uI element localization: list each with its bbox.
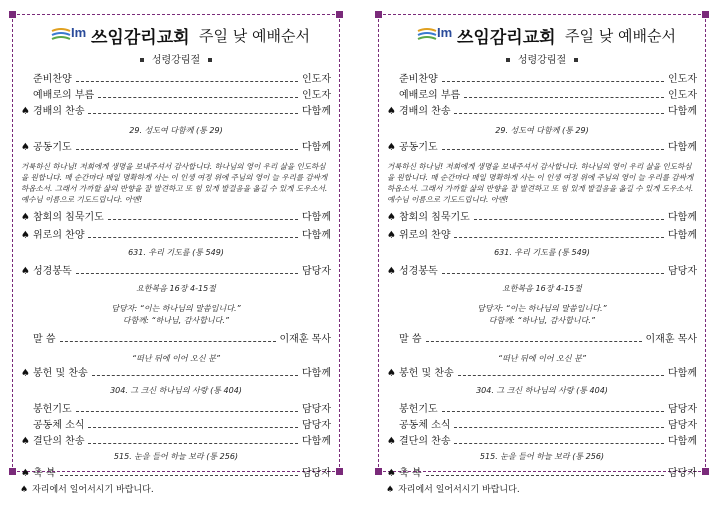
leader-dots: [454, 237, 664, 238]
leader-dots: [88, 113, 298, 114]
leader-dots: [454, 427, 664, 428]
order-item-name: 봉헌 및 찬송: [399, 368, 454, 379]
leader-dots: [60, 475, 299, 476]
leader-dots: [88, 443, 298, 444]
order-item-name: 공동체 소식: [399, 420, 451, 431]
order-note: 요한복음 16장 4-15절: [502, 284, 582, 293]
leader-dots: [426, 341, 642, 342]
leader-dots: [108, 219, 298, 220]
order-item: [21, 403, 331, 417]
spade-icon: ♠: [387, 212, 396, 223]
corner-ornament: [375, 468, 382, 475]
leader-dots: [88, 237, 298, 238]
order-item-role: 다함께: [668, 142, 697, 153]
order-item: [21, 419, 331, 433]
order-item: [387, 141, 697, 155]
order-item: [387, 333, 697, 347]
order-item-name: 위로의 찬양: [399, 230, 451, 241]
bulletin-panel-right: [378, 14, 706, 479]
order-item-name: 봉헌기도: [399, 404, 438, 415]
spade-icon: ♠: [21, 468, 30, 479]
order-item-role: 다함께: [668, 436, 697, 447]
order-item-role: 다함께: [668, 230, 697, 241]
order-item: [21, 229, 331, 243]
order-item-name: 성경봉독: [399, 266, 438, 277]
leader-dots: [76, 81, 298, 82]
leader-dots: [454, 443, 664, 444]
spade-icon: ♠: [21, 106, 30, 117]
order-item-role: 다함께: [668, 106, 697, 117]
order-item-name: 공동체 소식: [33, 420, 85, 431]
spade-icon: ♠: [21, 212, 30, 223]
leader-dots: [92, 375, 298, 376]
order-item-name: 결단의 찬송: [33, 436, 85, 447]
church-logo-icon: [51, 27, 71, 43]
corner-ornament: [702, 468, 709, 475]
order-item-role: 다함께: [668, 368, 697, 379]
order-item-role: 담당자: [302, 420, 331, 431]
order-item-name: 공동기도: [399, 142, 438, 153]
order-item-name: 결단의 찬송: [399, 436, 451, 447]
order-note: 631. 우리 기도를 (통 549): [128, 248, 224, 257]
corner-ornament: [336, 11, 343, 18]
logo-text: Im: [71, 25, 87, 40]
order-item-name: 경배의 찬송: [399, 106, 451, 117]
order-note: 515. 눈을 들어 하늘 보라 (통 256): [113, 452, 239, 461]
order-item-name: 경배의 찬송: [33, 106, 85, 117]
order-item: [387, 367, 697, 381]
order-item-name: 축 복: [33, 468, 56, 479]
spade-icon: ♠: [386, 485, 395, 495]
order-item: [387, 403, 697, 417]
footer-note: [20, 482, 154, 495]
order-item: [387, 211, 697, 225]
spade-icon: ♠: [387, 468, 396, 479]
order-note: 요한복음 16장 4-15절: [136, 284, 216, 293]
order-item-name: 봉헌 및 찬송: [33, 368, 88, 379]
order-item-name: 예배로의 부름: [33, 90, 95, 101]
order-item-role: 담당자: [668, 266, 697, 277]
leader-dots: [442, 411, 664, 412]
order-note: 담당자: “이는 하나님의 말씀입니다.”: [111, 304, 241, 313]
order-note: 304. 그 크신 하나님의 사랑 (통 404): [110, 386, 242, 395]
order-item-role: 다함께: [302, 436, 331, 447]
order-item-role: 인도자: [668, 90, 697, 101]
order-item: [21, 467, 331, 481]
spade-icon: ♠: [387, 142, 396, 153]
order-note: 다함께: “하나님, 감사합니다.”: [122, 316, 230, 325]
order-item-name: 성경봉독: [33, 266, 72, 277]
order-item-role: 다함께: [302, 368, 331, 379]
order-note: 담당자: “이는 하나님의 말씀입니다.”: [477, 304, 607, 313]
church-name: 쓰임감리교회: [91, 28, 190, 48]
spade-icon: ♠: [21, 266, 30, 277]
leader-dots: [458, 375, 664, 376]
order-item-name: 봉헌기도: [33, 404, 72, 415]
bulletin-header: [13, 23, 339, 49]
corner-ornament: [9, 468, 16, 475]
order-item-role: 다함께: [302, 230, 331, 241]
order-item-role: 다함께: [302, 142, 331, 153]
corner-ornament: [375, 11, 382, 18]
spade-icon: ♠: [387, 230, 396, 241]
order-item-role: 담당자: [302, 468, 331, 479]
leader-dots: [474, 219, 664, 220]
leader-dots: [454, 113, 664, 114]
order-item: [387, 73, 697, 87]
order-item: [387, 419, 697, 433]
order-item: [21, 333, 331, 347]
leader-dots: [464, 97, 664, 98]
bulletin-panel-left: [12, 14, 340, 479]
spade-icon: ♠: [20, 485, 29, 495]
bulletin-header: [379, 23, 705, 49]
order-item: [387, 89, 697, 103]
spade-icon: ♠: [21, 436, 30, 447]
leader-dots: [98, 97, 298, 98]
leader-dots: [442, 149, 664, 150]
spade-icon: ♠: [387, 106, 396, 117]
leader-dots: [60, 341, 276, 342]
order-item: [387, 467, 697, 481]
service-title: 주일 낮 예배순서: [199, 27, 310, 45]
leader-dots: [88, 427, 298, 428]
leader-dots: [442, 273, 664, 274]
logo-text: Im: [437, 25, 453, 40]
corner-ornament: [9, 11, 16, 18]
order-item-role: 이재훈 목사: [645, 334, 697, 345]
leader-dots: [426, 475, 665, 476]
order-item-name: 예배로의 부름: [399, 90, 461, 101]
order-item-name: 준비찬양: [399, 74, 438, 85]
order-item-name: 위로의 찬양: [33, 230, 85, 241]
order-item-name: 준비찬양: [33, 74, 72, 85]
order-item-role: 담당자: [668, 468, 697, 479]
prayer-text: 거룩하신 하나님! 저희에게 생명을 보내주셔서 감사합니다. 하나님의 영이 우리 삶을 인도하심을 원합니다. 매 순간마다 매일 명확하게 사는 이 인생 여정 위에 주님의 영이 늘 우리를 감싸게 하옵소서. 그래서 가까할 삶의 반향을 잘 발견하고 또 힘 있게 발걸음을 옮길 수 있게 도우소서. 예수님 이름으로 기도드립니다. 아멘!: [387, 162, 694, 204]
spade-icon: ♠: [21, 230, 30, 241]
order-item: [387, 265, 697, 279]
order-note: 다함께: “하나님, 감사합니다.”: [488, 316, 596, 325]
order-item: [387, 435, 697, 449]
order-item: [21, 211, 331, 225]
spade-icon: ♠: [387, 266, 396, 277]
order-note: “떠난 뒤에 이어 오신 분”: [131, 354, 220, 363]
subtitle: 성령강림절: [13, 51, 339, 66]
footer-text: 자리에서 일어서시기 바랍니다.: [32, 485, 154, 495]
footer-note: [386, 482, 520, 495]
order-item: [21, 73, 331, 87]
spade-icon: ♠: [387, 436, 396, 447]
order-item-name: 축 복: [399, 468, 422, 479]
order-item-name: 말 씀: [33, 334, 56, 345]
spade-icon: ♠: [21, 142, 30, 153]
corner-ornament: [336, 468, 343, 475]
leader-dots: [76, 273, 298, 274]
order-item: [21, 435, 331, 449]
order-item-role: 다함께: [668, 212, 697, 223]
order-note: 29. 성도여 다함께 (통 29): [129, 126, 223, 135]
subtitle: 성령강림절: [379, 51, 705, 66]
order-item: [387, 229, 697, 243]
order-note: 515. 눈을 들어 하늘 보라 (통 256): [479, 452, 605, 461]
leader-dots: [76, 149, 298, 150]
order-item: [21, 367, 331, 381]
order-item-name: 말 씀: [399, 334, 422, 345]
order-item-role: 이재훈 목사: [279, 334, 331, 345]
order-item-name: 참회의 침묵기도: [33, 212, 104, 223]
order-item: [21, 265, 331, 279]
order-item: [21, 105, 331, 119]
prayer-text: 거룩하신 하나님! 저희에게 생명을 보내주셔서 감사합니다. 하나님의 영이 우리 삶을 인도하심을 원합니다. 매 순간마다 매일 명확하게 사는 이 인생 여정 위에 주님의 영이 늘 우리를 감싸게 하옵소서. 그래서 가까할 삶의 반향을 잘 발견하고 또 힘 있게 발걸음을 옮길 수 있게 도우소서. 예수님 이름으로 기도드립니다. 아멘!: [21, 162, 328, 204]
order-item-role: 담당자: [302, 404, 331, 415]
church-logo-icon: [417, 27, 437, 43]
order-item-name: 참회의 침묵기도: [399, 212, 470, 223]
order-item: [21, 141, 331, 155]
leader-dots: [442, 81, 664, 82]
footer-text: 자리에서 일어서시기 바랍니다.: [398, 485, 520, 495]
spade-icon: ♠: [21, 368, 30, 379]
service-title: 주일 낮 예배순서: [565, 27, 676, 45]
church-name: 쓰임감리교회: [457, 28, 556, 48]
order-item-role: 다함께: [302, 106, 331, 117]
order-note: 29. 성도여 다함께 (통 29): [495, 126, 589, 135]
order-item-role: 담당자: [668, 420, 697, 431]
order-item-role: 담당자: [668, 404, 697, 415]
order-item-role: 다함께: [302, 212, 331, 223]
order-note: 304. 그 크신 하나님의 사랑 (통 404): [476, 386, 608, 395]
order-item-role: 인도자: [302, 74, 331, 85]
corner-ornament: [702, 11, 709, 18]
order-item: [21, 89, 331, 103]
order-item-role: 인도자: [302, 90, 331, 101]
order-note: 631. 우리 기도를 (통 549): [494, 248, 590, 257]
spade-icon: ♠: [387, 368, 396, 379]
order-note: “떠난 뒤에 이어 오신 분”: [497, 354, 586, 363]
order-item-role: 담당자: [302, 266, 331, 277]
leader-dots: [76, 411, 298, 412]
order-item-name: 공동기도: [33, 142, 72, 153]
order-item: [387, 105, 697, 119]
order-item-role: 인도자: [668, 74, 697, 85]
